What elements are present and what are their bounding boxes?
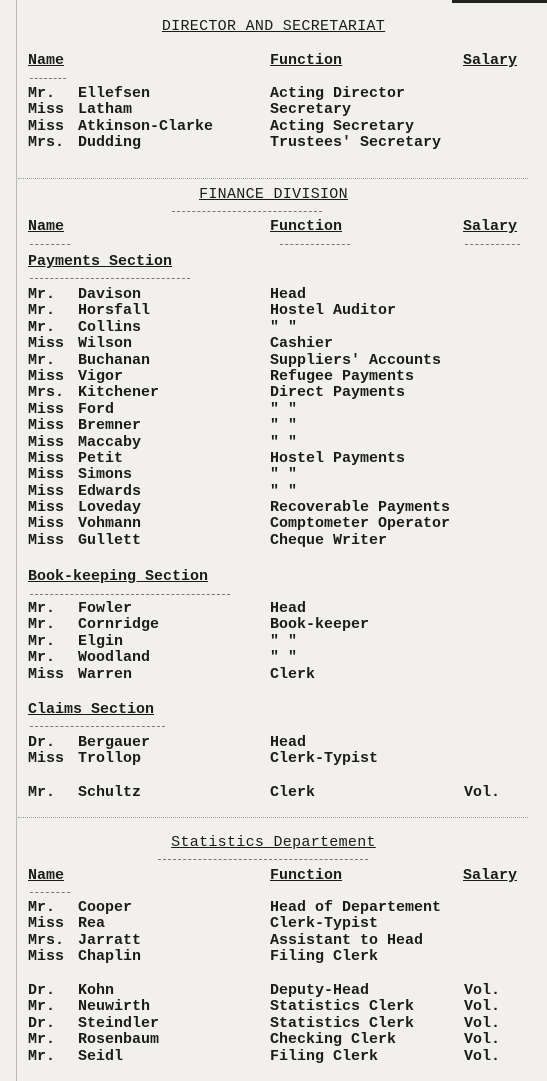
director-title: DIRECTOR AND SECRETARIAT (161, 18, 386, 35)
divider (30, 892, 70, 893)
divider (30, 78, 66, 79)
staff-function: Head of Departement (270, 899, 442, 916)
staff-title: Miss (28, 750, 65, 768)
staff-row (28, 119, 528, 135)
staff-row (28, 402, 528, 418)
statistics-function-header: Function (270, 867, 343, 884)
staff-title: Dr. (28, 1014, 56, 1032)
statistics-salary-header: Salary (463, 867, 518, 884)
staff-function: " " (270, 482, 298, 500)
staff-title: Mrs. (28, 384, 65, 402)
staff-title: Miss (28, 665, 65, 683)
staff-row (28, 86, 528, 102)
director-salary-header: Salary (463, 52, 518, 69)
staff-row (28, 916, 528, 932)
staff-function: Clerk (270, 784, 316, 801)
staff-title: Mr. (28, 286, 56, 303)
staff-function: " " (270, 318, 298, 336)
staff-salary: Vol. (464, 1031, 501, 1049)
staff-title: Miss (28, 117, 65, 135)
staff-row (28, 735, 528, 751)
staff-function: Recoverable Payments (270, 499, 451, 517)
staff-name: Rea (78, 915, 106, 933)
staff-row (28, 900, 528, 916)
staff-function: Comptometer Operator (270, 515, 451, 533)
staff-row (28, 435, 528, 451)
staff-name: Dudding (78, 134, 142, 152)
staff-title: Dr. (28, 982, 56, 999)
staff-name: Ellefsen (78, 85, 151, 102)
staff-function: Head (270, 286, 307, 303)
staff-function: Checking Clerk (270, 1031, 397, 1049)
staff-title: Miss (28, 400, 65, 418)
staff-row (28, 617, 528, 633)
staff-function: " " (270, 417, 298, 435)
staff-name: Edwards (78, 482, 142, 500)
staff-function: " " (270, 433, 298, 451)
staff-name: Petit (78, 449, 124, 467)
staff-function: Deputy-Head (270, 982, 370, 999)
section-divider (18, 817, 528, 818)
staff-function: Suppliers' Accounts (270, 351, 442, 369)
staff-name: Elgin (78, 632, 124, 650)
divider (30, 594, 230, 595)
staff-row (28, 533, 528, 549)
staff-title: Mr. (28, 1031, 56, 1049)
director-rows (28, 86, 528, 152)
staff-name: Fowler (78, 600, 133, 617)
staff-title: Miss (28, 499, 65, 517)
top-edge-mark (452, 0, 547, 3)
staff-function: Statistics Clerk (270, 998, 415, 1016)
staff-title: Mr. (28, 351, 56, 369)
staff-title: Mr. (28, 1047, 56, 1065)
staff-title: Miss (28, 531, 65, 549)
staff-row (28, 418, 528, 434)
statistics-title: Statistics Departement (171, 834, 376, 851)
staff-name: Davison (78, 286, 142, 303)
payments-section-title: Payments Section (28, 253, 173, 270)
staff-title: Dr. (28, 734, 56, 751)
staff-title: Mrs. (28, 134, 65, 152)
staff-row (28, 385, 528, 401)
staff-function: Clerk-Typist (270, 750, 379, 768)
staff-function: Assistant to Head (270, 931, 424, 949)
staff-function: Secretary (270, 101, 352, 119)
staff-row (28, 983, 528, 999)
staff-row (28, 484, 528, 500)
staff-row (28, 500, 528, 516)
staff-name: Seidl (78, 1047, 124, 1065)
section-divider (18, 178, 528, 179)
staff-name: Kohn (78, 982, 115, 999)
divider (465, 244, 520, 245)
staff-row (28, 303, 528, 319)
statistics-rows (28, 900, 528, 966)
staff-function: " " (270, 649, 298, 667)
staff-row (28, 933, 528, 949)
staff-title: Mr. (28, 302, 56, 320)
staff-name: Schultz (78, 784, 142, 801)
statistics-name-header: Name (28, 867, 65, 884)
staff-row (28, 336, 528, 352)
payments-rows (28, 287, 528, 549)
staff-function: " " (270, 632, 298, 650)
staff-function: Head (270, 734, 307, 751)
staff-row (28, 451, 528, 467)
left-edge-line (16, 0, 17, 1081)
staff-title: Mr. (28, 632, 56, 650)
staff-function: " " (270, 466, 298, 484)
staff-row (28, 667, 528, 683)
staff-name: Vohmann (78, 515, 142, 533)
staff-name: Cornridge (78, 616, 160, 634)
staff-row (28, 634, 528, 650)
staff-name: Steindler (78, 1014, 160, 1032)
claims-section-title: Claims Section (28, 701, 155, 718)
bookkeeping-rows (28, 601, 528, 683)
staff-name: Gullett (78, 531, 142, 549)
staff-row (28, 353, 528, 369)
staff-name: Atkinson-Clarke (78, 117, 214, 135)
staff-salary: Vol. (464, 982, 501, 999)
staff-function: Book-keeper (270, 616, 370, 634)
staff-title: Mr. (28, 899, 56, 916)
staff-function: Filing Clerk (270, 1047, 379, 1065)
staff-row (28, 751, 528, 767)
staff-name: Latham (78, 101, 133, 119)
staff-name: Bergauer (78, 734, 151, 751)
staff-function: Acting Director (270, 85, 406, 102)
staff-title: Miss (28, 915, 65, 933)
staff-function: Clerk (270, 665, 316, 683)
staff-title: Miss (28, 367, 65, 385)
staff-title: Mr. (28, 649, 56, 667)
divider (172, 211, 322, 212)
staff-title: Mr. (28, 600, 56, 617)
finance-name-header: Name (28, 218, 65, 235)
staff-salary: Vol. (464, 1014, 501, 1032)
staff-function: Refugee Payments (270, 367, 415, 385)
staff-row (28, 650, 528, 666)
staff-row (28, 135, 528, 151)
staff-title: Miss (28, 417, 65, 435)
claims-extra-rows (28, 785, 528, 801)
staff-name: Kitchener (78, 384, 160, 402)
staff-function: Cheque Writer (270, 531, 388, 549)
staff-title: Miss (28, 335, 65, 353)
staff-name: Rosenbaum (78, 1031, 160, 1049)
staff-name: Simons (78, 466, 133, 484)
staff-function: Acting Secretary (270, 117, 415, 135)
staff-function: Clerk-Typist (270, 915, 379, 933)
staff-name: Chaplin (78, 948, 142, 966)
staff-name: Maccaby (78, 433, 142, 451)
staff-function: Hostel Payments (270, 449, 406, 467)
staff-title: Mrs. (28, 931, 65, 949)
staff-salary: Vol. (464, 998, 501, 1016)
staff-function: " " (270, 400, 298, 418)
finance-salary-header: Salary (463, 218, 518, 235)
staff-row (28, 1032, 528, 1048)
staff-salary: Vol. (464, 784, 501, 801)
staff-name: Cooper (78, 899, 133, 916)
divider (280, 244, 350, 245)
staff-title: Miss (28, 433, 65, 451)
finance-title: FINANCE DIVISION (199, 186, 348, 203)
staff-title: Mr. (28, 616, 56, 634)
staff-title: Miss (28, 515, 65, 533)
staff-row (28, 949, 528, 965)
staff-function: Head (270, 600, 307, 617)
staff-title: Mr. (28, 998, 56, 1016)
staff-name: Ford (78, 400, 115, 418)
staff-row (28, 785, 528, 801)
staff-function: Cashier (270, 335, 334, 353)
staff-function: Statistics Clerk (270, 1014, 415, 1032)
finance-function-header: Function (270, 218, 343, 235)
staff-title: Mr. (28, 85, 56, 102)
staff-name: Neuwirth (78, 998, 151, 1016)
staff-name: Horsfall (78, 302, 151, 320)
staff-title: Miss (28, 101, 65, 119)
staff-function: Filing Clerk (270, 948, 379, 966)
staff-row (28, 1016, 528, 1032)
staff-function: Trustees' Secretary (270, 134, 442, 152)
staff-name: Bremner (78, 417, 142, 435)
director-name-header: Name (28, 52, 65, 69)
staff-row (28, 999, 528, 1015)
divider (158, 859, 368, 860)
staff-name: Trollop (78, 750, 142, 768)
staff-name: Woodland (78, 649, 151, 667)
staff-title: Miss (28, 482, 65, 500)
staff-function: Hostel Auditor (270, 302, 397, 320)
staff-title: Mr. (28, 318, 56, 336)
staff-row (28, 601, 528, 617)
staff-salary: Vol. (464, 1047, 501, 1065)
staff-name: Vigor (78, 367, 124, 385)
divider (30, 244, 70, 245)
staff-name: Loveday (78, 499, 142, 517)
staff-title: Mr. (28, 784, 56, 801)
staff-title: Miss (28, 948, 65, 966)
staff-title: Miss (28, 449, 65, 467)
staff-name: Wilson (78, 335, 133, 353)
staff-row (28, 369, 528, 385)
statistics-volunteer-rows (28, 983, 528, 1065)
staff-name: Collins (78, 318, 142, 336)
staff-title: Miss (28, 466, 65, 484)
staff-name: Buchanan (78, 351, 151, 369)
staff-row (28, 102, 528, 118)
staff-row (28, 516, 528, 532)
staff-row (28, 287, 528, 303)
claims-rows (28, 735, 528, 768)
staff-function: Direct Payments (270, 384, 406, 402)
staff-name: Warren (78, 665, 133, 683)
bookkeeping-section-title: Book-keeping Section (28, 568, 209, 585)
director-function-header: Function (270, 52, 343, 69)
staff-name: Jarratt (78, 931, 142, 949)
staff-row (28, 1049, 528, 1065)
divider (30, 726, 165, 727)
divider (30, 278, 190, 279)
staff-row (28, 467, 528, 483)
staff-row (28, 320, 528, 336)
